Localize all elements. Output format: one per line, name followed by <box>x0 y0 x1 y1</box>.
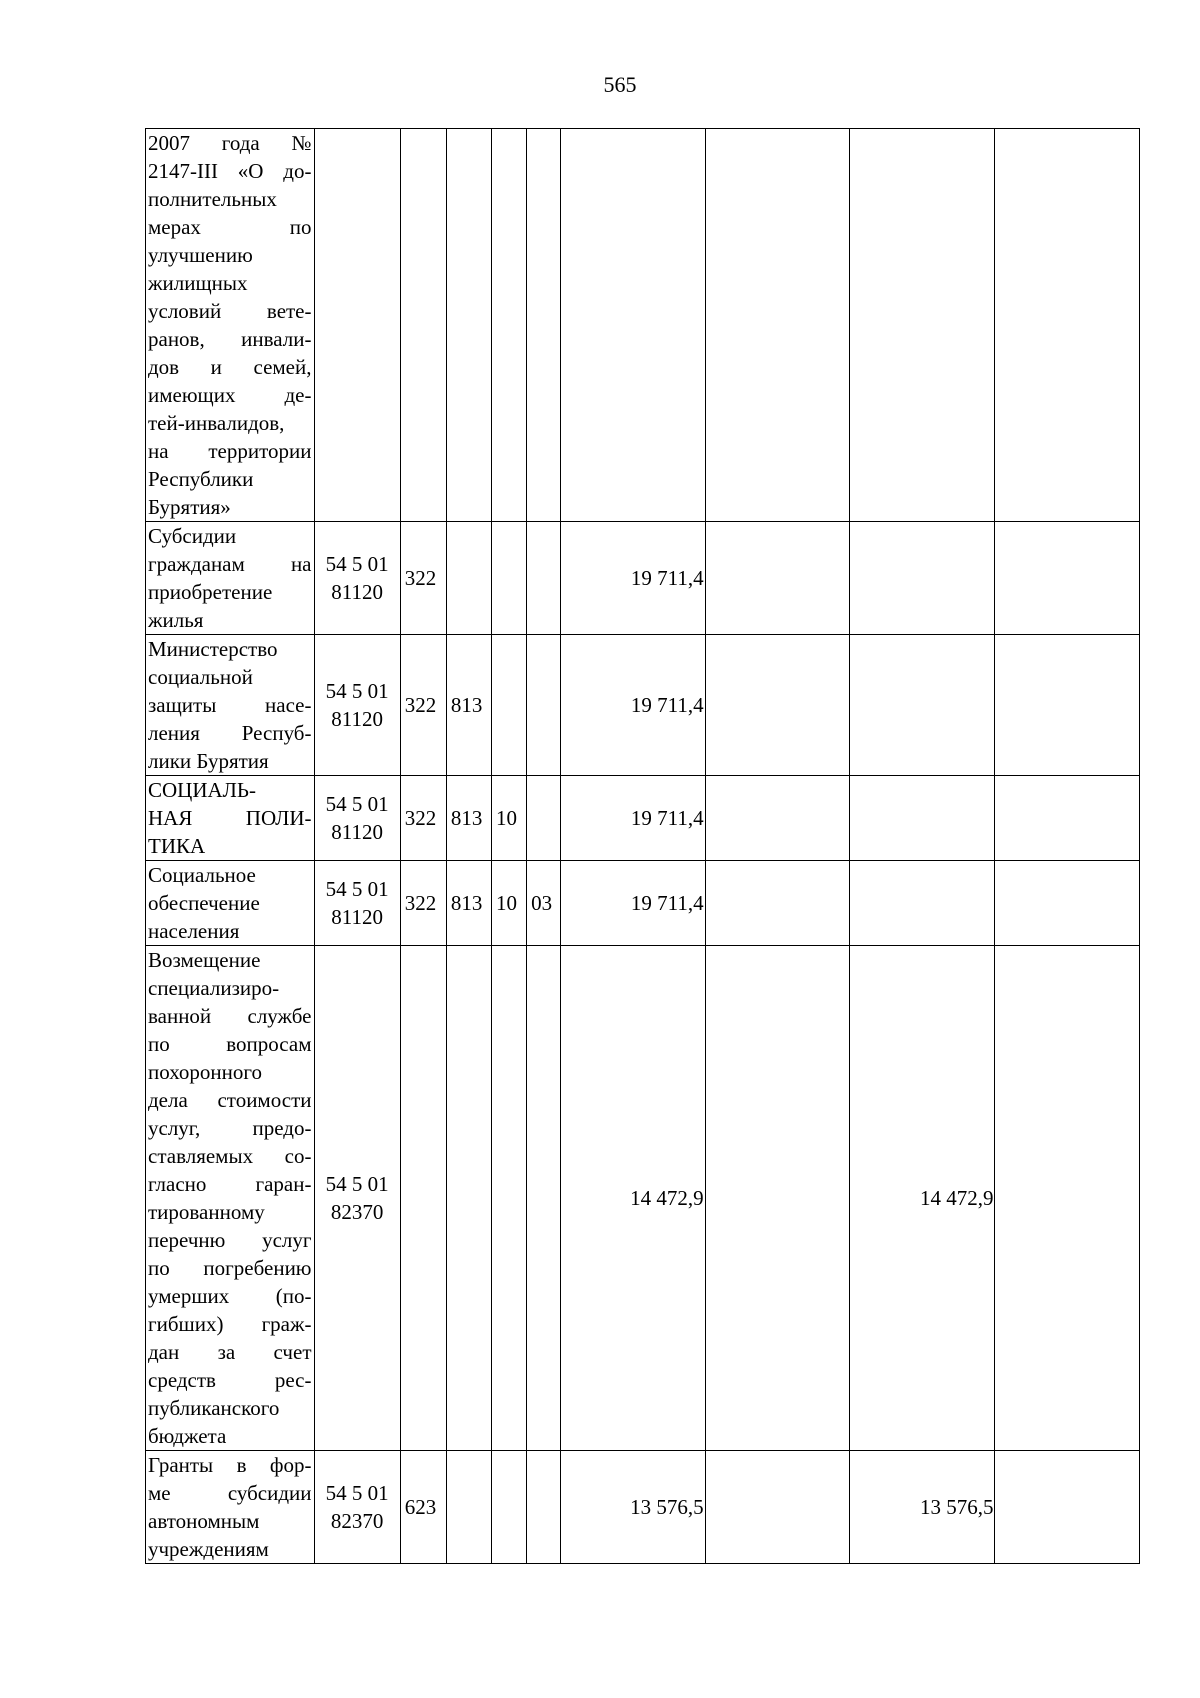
row-name-line: обеспечение <box>148 891 260 915</box>
row-section-cell <box>492 635 527 776</box>
row-amount-cell: 19 711,4 <box>561 776 705 861</box>
row-name-line: НАЯ ПОЛИ- <box>148 806 312 830</box>
row-name-line: гибших) граж- <box>148 1312 312 1336</box>
row-amount-4-cell <box>995 1451 1140 1564</box>
row-amount-cell: 19 711,4 <box>561 861 705 946</box>
row-amount-2-cell <box>705 946 849 1451</box>
row-amount-4-cell <box>995 522 1140 635</box>
row-section-cell: 10 <box>492 776 527 861</box>
row-subsection-cell <box>527 776 561 861</box>
row-name-line: Субсидии <box>148 524 237 548</box>
row-name-line: Министерство <box>148 637 278 661</box>
row-name-line: ставляемых со- <box>148 1144 312 1168</box>
row-amount-2-cell <box>705 776 849 861</box>
row-code-cell: 54 5 01 81120 <box>314 776 400 861</box>
table-row <box>146 861 1140 946</box>
row-name-cell <box>146 1451 315 1564</box>
page-number: 565 <box>603 72 637 97</box>
row-name-line: 2147-III «О до- <box>148 159 312 183</box>
row-name-line: учреждениям <box>148 1537 269 1561</box>
row-name-line: ме субсидии <box>148 1481 312 1505</box>
row-amount-2-cell <box>705 522 849 635</box>
row-name-line: Гранты в фор- <box>148 1453 312 1477</box>
row-name-cell <box>146 635 315 776</box>
row-grbs-cell: 813 <box>446 635 491 776</box>
row-name-line: дан за счет <box>148 1340 312 1364</box>
row-name-line: СОЦИАЛЬ- <box>148 778 256 802</box>
row-amount-4-cell <box>995 946 1140 1451</box>
row-code-cell: 54 5 01 81120 <box>314 635 400 776</box>
row-amount-3-cell <box>850 522 995 635</box>
row-name-line: лики Бурятия <box>148 749 269 773</box>
row-name-line: жилья <box>148 608 204 632</box>
row-vr-cell: 322 <box>400 635 446 776</box>
row-name-line: по вопросам <box>148 1032 312 1056</box>
row-code-cell: 54 5 01 82370 <box>314 946 400 1451</box>
row-name-line: бюджета <box>148 1424 227 1448</box>
row-name-line: автономным <box>148 1509 260 1533</box>
table-row <box>146 522 1140 635</box>
row-amount-cell: 13 576,5 <box>561 1451 705 1564</box>
row-name-cell <box>146 129 315 522</box>
table-body <box>146 129 1140 1564</box>
row-code-cell: 54 5 01 81120 <box>314 522 400 635</box>
row-amount-2-cell <box>705 1451 849 1564</box>
row-subsection-cell: 03 <box>527 861 561 946</box>
row-name-line: гласно гаран- <box>148 1172 312 1196</box>
row-grbs-cell <box>446 522 491 635</box>
row-code-cell: 54 5 01 81120 <box>314 861 400 946</box>
row-name-line: Возмещение <box>148 948 261 972</box>
row-subsection-cell <box>527 1451 561 1564</box>
row-vr-cell: 322 <box>400 776 446 861</box>
row-grbs-cell: 813 <box>446 861 491 946</box>
row-amount-3-cell <box>850 861 995 946</box>
row-amount-cell: 19 711,4 <box>561 635 705 776</box>
row-name-line: публиканского <box>148 1396 280 1420</box>
row-name-line: Республики <box>148 467 254 491</box>
row-amount-cell: 14 472,9 <box>561 946 705 1451</box>
row-name-cell <box>146 861 315 946</box>
row-section-cell: 10 <box>492 861 527 946</box>
row-name-line: гражданам на <box>148 552 312 576</box>
row-amount-2-cell <box>705 861 849 946</box>
row-vr-cell: 623 <box>400 1451 446 1564</box>
row-subsection-cell <box>527 129 561 522</box>
row-name-line: по погребению <box>148 1256 312 1280</box>
row-amount-4-cell <box>995 776 1140 861</box>
row-amount-3-cell <box>850 129 995 522</box>
row-name-line: похоронного <box>148 1060 262 1084</box>
row-vr-cell: 322 <box>400 861 446 946</box>
row-name-line: средств рес- <box>148 1368 312 1392</box>
row-amount-3-cell <box>850 635 995 776</box>
row-section-cell <box>492 129 527 522</box>
row-name-line: ванной службе <box>148 1004 312 1028</box>
row-name-line: мерах по <box>148 215 312 239</box>
row-subsection-cell <box>527 522 561 635</box>
row-name-line: услуг, предо- <box>148 1116 312 1140</box>
row-amount-3-cell: 14 472,9 <box>850 946 995 1451</box>
row-amount-cell <box>561 129 705 522</box>
row-subsection-cell <box>527 635 561 776</box>
row-code-cell <box>314 129 400 522</box>
row-name-line: защиты насе- <box>148 693 312 717</box>
row-amount-4-cell <box>995 129 1140 522</box>
row-name-line: ТИКА <box>148 834 206 858</box>
row-amount-3-cell <box>850 776 995 861</box>
row-name-line: приобретение <box>148 580 273 604</box>
row-name-line: улучшению <box>148 243 253 267</box>
row-name-line: жилищных <box>148 271 248 295</box>
row-name-line: перечню услуг <box>148 1228 312 1252</box>
row-name-line: умерших (по- <box>148 1284 312 1308</box>
row-amount-4-cell <box>995 635 1140 776</box>
row-section-cell <box>492 1451 527 1564</box>
row-name-line: на территории <box>148 439 312 463</box>
table-row <box>146 635 1140 776</box>
row-section-cell <box>492 522 527 635</box>
row-name-line: специализиро- <box>148 976 280 1000</box>
row-vr-cell <box>400 129 446 522</box>
row-name-cell <box>146 776 315 861</box>
row-amount-cell: 19 711,4 <box>561 522 705 635</box>
row-grbs-cell <box>446 946 491 1451</box>
table-row <box>146 1451 1140 1564</box>
row-name-cell <box>146 522 315 635</box>
row-name-line: условий вете- <box>148 299 312 323</box>
row-name-line: Социальное <box>148 863 256 887</box>
row-name-line: имеющих де- <box>148 383 312 407</box>
row-name-line: 2007 года № <box>148 131 312 155</box>
row-name-line: дела стоимости <box>148 1088 312 1112</box>
row-amount-4-cell <box>995 861 1140 946</box>
row-vr-cell: 322 <box>400 522 446 635</box>
row-grbs-cell <box>446 1451 491 1564</box>
row-grbs-cell: 813 <box>446 776 491 861</box>
row-name-line: Бурятия» <box>148 495 231 519</box>
row-name-line: дов и семей, <box>148 355 312 379</box>
row-name-line: населения <box>148 919 240 943</box>
row-name-line: полнительных <box>148 187 277 211</box>
row-grbs-cell <box>446 129 491 522</box>
budget-table <box>145 128 1140 1564</box>
row-subsection-cell <box>527 946 561 1451</box>
row-amount-3-cell: 13 576,5 <box>850 1451 995 1564</box>
table-row <box>146 946 1140 1451</box>
row-name-line: ления Респуб- <box>148 721 312 745</box>
row-section-cell <box>492 946 527 1451</box>
row-code-cell: 54 5 01 82370 <box>314 1451 400 1564</box>
row-name-line: тированному <box>148 1200 265 1224</box>
row-name-line: тей-инвалидов, <box>148 411 285 435</box>
row-name-line: ранов, инвали- <box>148 327 312 351</box>
table-row <box>146 776 1140 861</box>
row-vr-cell <box>400 946 446 1451</box>
row-name-line: социальной <box>148 665 253 689</box>
row-amount-2-cell <box>705 129 849 522</box>
row-amount-2-cell <box>705 635 849 776</box>
table-row <box>146 129 1140 522</box>
row-name-cell <box>146 946 315 1451</box>
